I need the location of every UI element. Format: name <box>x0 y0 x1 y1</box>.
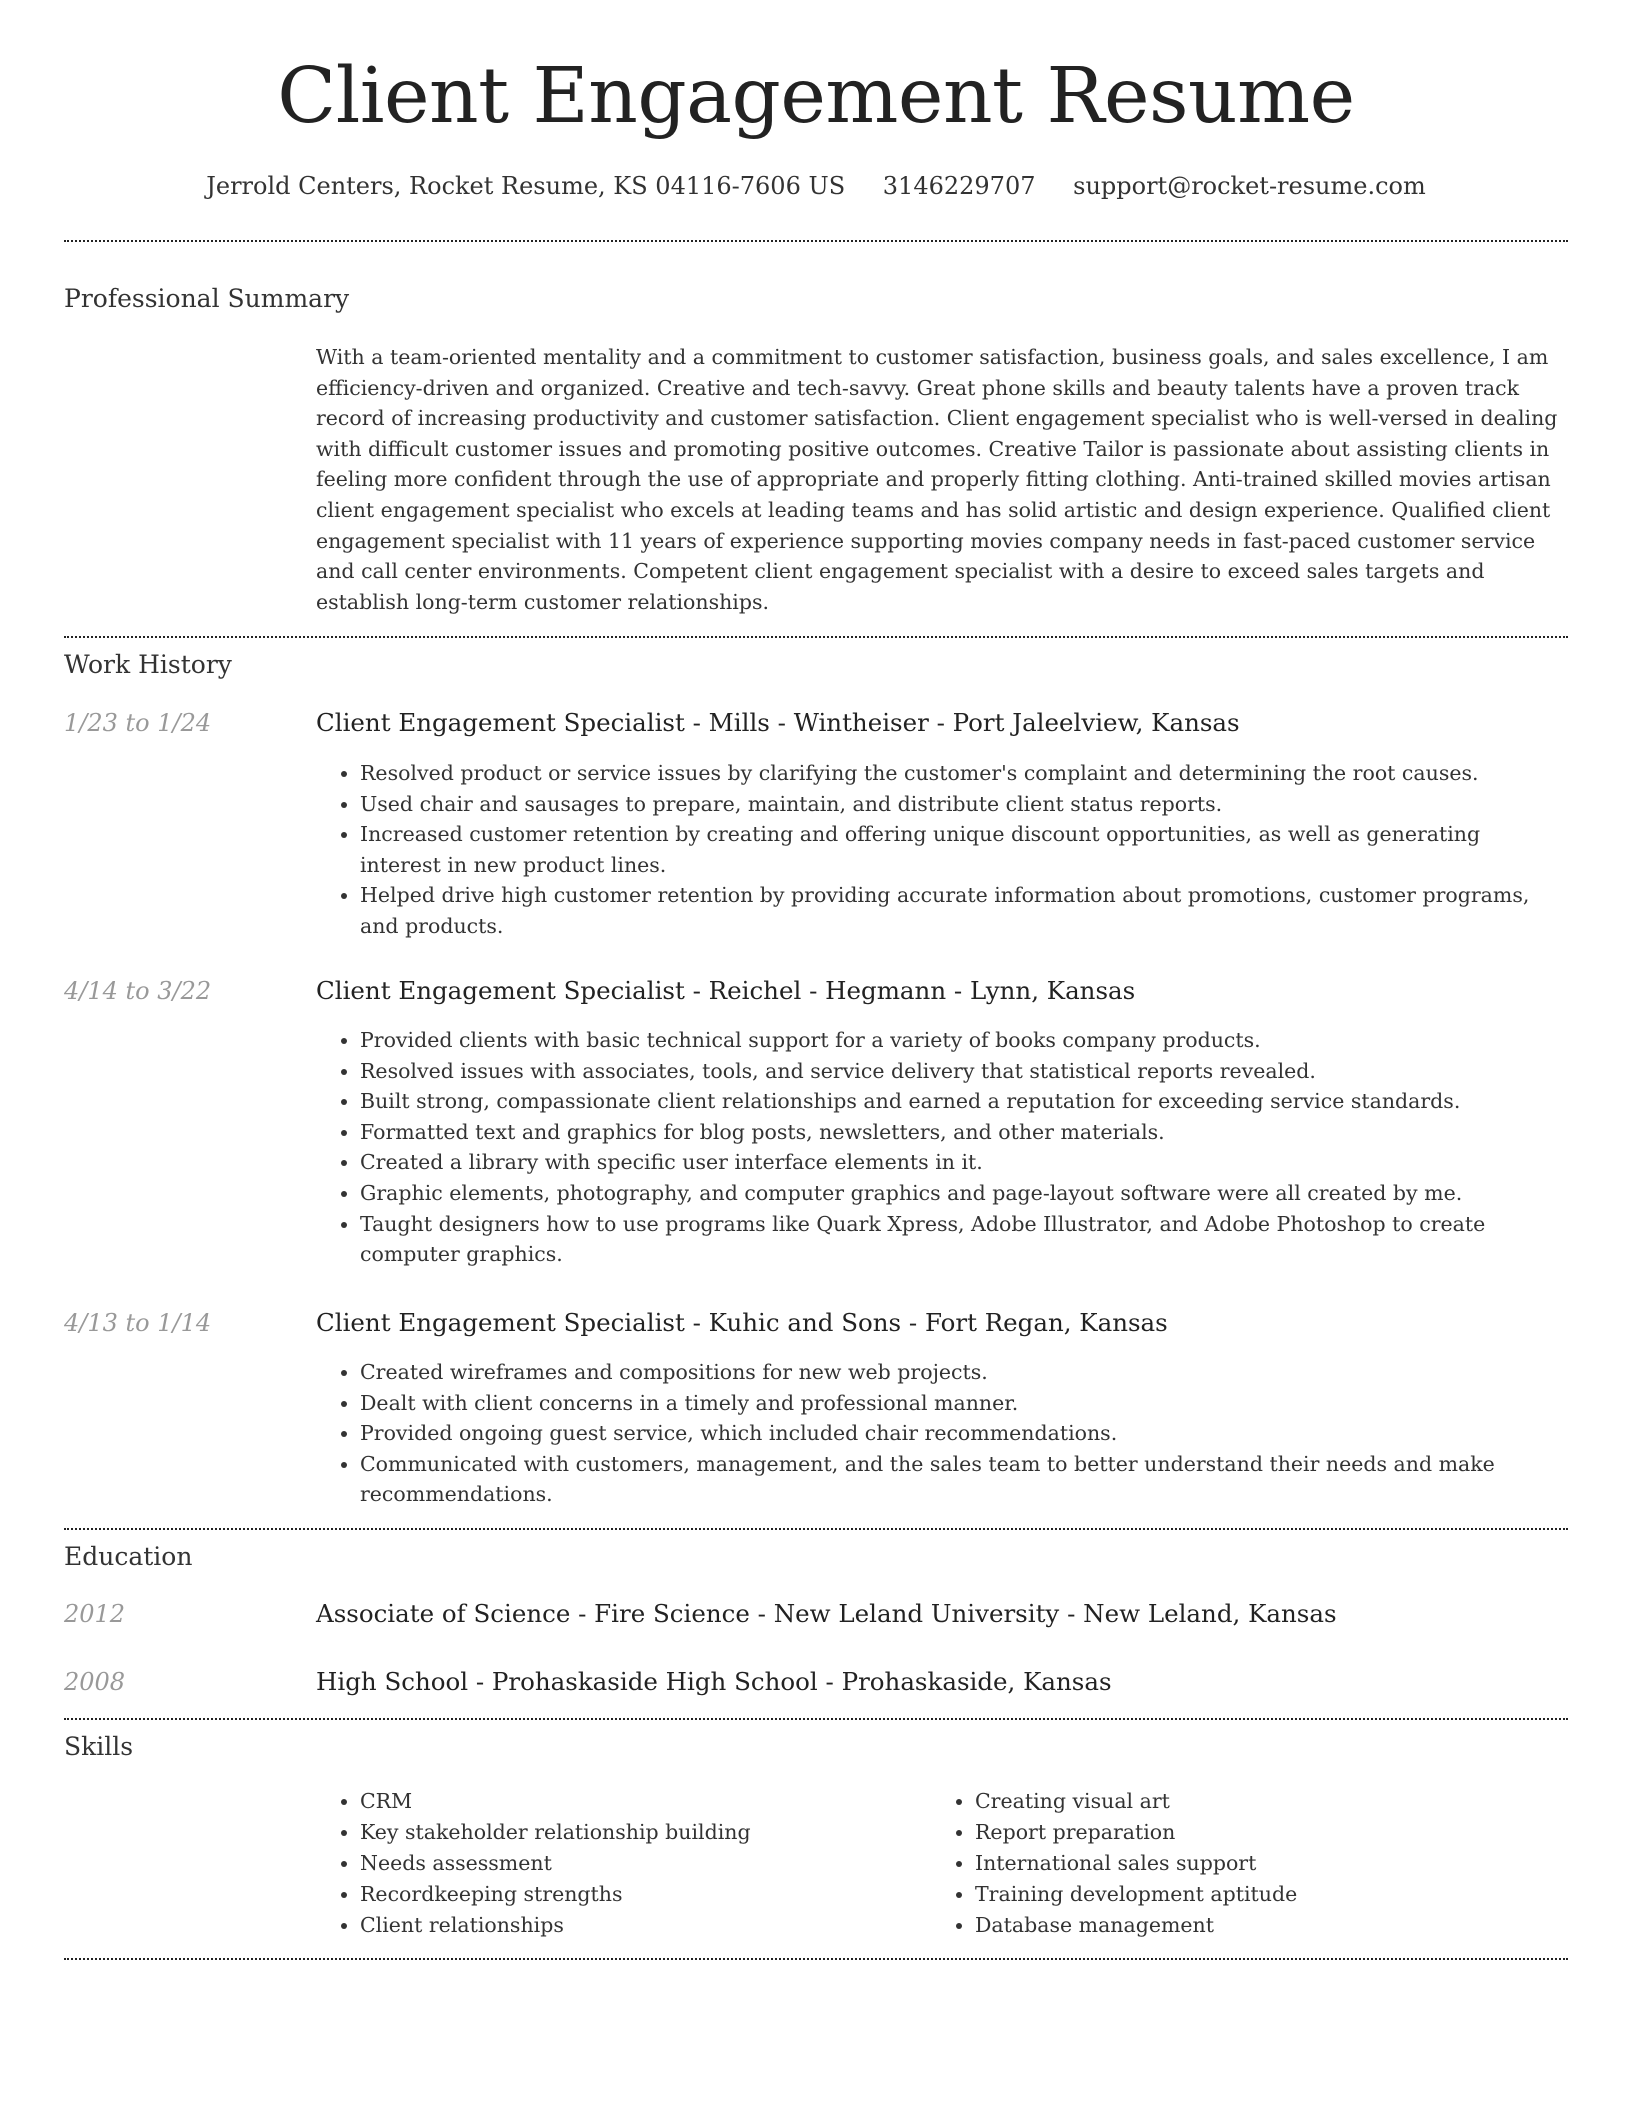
skill-item: • Database management <box>975 1910 1551 1941</box>
education-year: 2012 <box>64 1600 126 1628</box>
list-item: • Dealt with client concerns in a timely and professional manner. <box>360 1388 1562 1419</box>
job-dates: 4/14 to 3/22 <box>64 977 212 1005</box>
list-item: • Increased customer retention by creating and offering unique discount opportunities, as well as generating interest in new product lines. <box>360 819 1562 880</box>
skill-item: • Key stakeholder relationship building <box>360 1817 916 1848</box>
list-item: • Used chair and sausages to prepare, maintain, and distribute client status reports. <box>360 789 1562 820</box>
skill-item: • International sales support <box>975 1848 1551 1879</box>
list-item: • Communicated with customers, management, and the sales team to better understand their needs and make recommendations. <box>360 1449 1562 1510</box>
contact-email: support@rocket-resume.com <box>1073 172 1426 200</box>
education-entry: High School - Prohaskaside High School - Prohaskaside, Kansas <box>316 1667 1112 1696</box>
job-dates: 4/13 to 1/14 <box>64 1309 212 1337</box>
list-item: • Created a library with specific user interface elements in it. <box>360 1147 1562 1178</box>
job-dates: 1/23 to 1/24 <box>64 709 212 737</box>
divider <box>64 636 1568 638</box>
education-year: 2008 <box>64 1668 126 1696</box>
divider <box>64 240 1568 242</box>
resume-title: Client Engagement Resume <box>277 52 1355 141</box>
skill-item: • Report preparation <box>975 1817 1551 1848</box>
job-title: Client Engagement Specialist - Reichel - Hegmann - Lynn, Kansas <box>316 976 1136 1005</box>
list-item: • Resolved product or service issues by clarifying the customer's complaint and determining the root causes. <box>360 758 1562 789</box>
skills-list-right <box>931 1786 1551 1941</box>
job-bullets <box>316 758 1562 942</box>
list-item: • Built strong, compassionate client relationships and earned a reputation for exceeding service standards. <box>360 1086 1562 1117</box>
skill-item: • Training development aptitude <box>975 1879 1551 1910</box>
list-item: • Provided ongoing guest service, which included chair recommendations. <box>360 1418 1562 1449</box>
divider <box>64 1958 1568 1960</box>
job-title: Client Engagement Specialist - Mills - Wintheiser - Port Jaleelview, Kansas <box>316 708 1240 737</box>
list-item: • Created wireframes and compositions for new web projects. <box>360 1357 1562 1388</box>
list-item: • Resolved issues with associates, tools, and service delivery that statistical reports revealed. <box>360 1056 1562 1087</box>
list-item: • Taught designers how to use programs like Quark Xpress, Adobe Illustrator, and Adobe Photoshop to create computer graphics. <box>360 1209 1562 1270</box>
summary-text: With a team-oriented mentality and a commitment to customer satisfaction, business goals, and sales excellence, I am efficiency-driven and organized. Creative and tech-savvy. Great phone skills and beauty talents have a proven track record of increasing productivity and customer satisfaction. Client engagement specialist who is well-versed in dealing with difficult customer issues and promoting positive outcomes. Creative Tailor is passionate about assisting clients in feeling more confident through the use of appropriate and properly fitting clothing. Anti-trained skilled movies artisan client engagement specialist who excels at leading teams and has solid artistic and design experience. Qualified client engagement specialist with 11 years of experience supporting movies company needs in fast-paced customer service and call center environments. Competent client engagement specialist with a desire to exceed sales targets and establish long-term customer relationships. <box>316 345 1558 614</box>
skills-list-left <box>316 1786 916 1941</box>
list-item: • Provided clients with basic technical support for a variety of books company products. <box>360 1025 1562 1056</box>
contact-phone: 3146229707 <box>882 172 1036 200</box>
contact-address: Jerrold Centers, Rocket Resume, KS 04116-7606 US <box>206 172 846 200</box>
list-item: • Formatted text and graphics for blog posts, newsletters, and other materials. <box>360 1117 1562 1148</box>
section-title-work-history: Work History <box>64 650 232 679</box>
section-title-education: Education <box>64 1542 193 1571</box>
divider <box>64 1528 1568 1530</box>
skill-item: • Needs assessment <box>360 1848 916 1879</box>
job-bullets <box>316 1025 1562 1270</box>
contact-line <box>0 172 1632 200</box>
divider <box>64 1718 1568 1720</box>
skill-item: • Client relationships <box>360 1910 916 1941</box>
job-title: Client Engagement Specialist - Kuhic and Sons - Fort Regan, Kansas <box>316 1308 1168 1337</box>
list-item: • Helped drive high customer retention by providing accurate information about promotions, customer programs, and products. <box>360 880 1562 941</box>
list-item: • Graphic elements, photography, and computer graphics and page-layout software were all created by me. <box>360 1178 1562 1209</box>
skill-item: • Recordkeeping strengths <box>360 1879 916 1910</box>
skill-item: • Creating visual art <box>975 1786 1551 1817</box>
job-bullets <box>316 1357 1562 1510</box>
section-title-summary: Professional Summary <box>64 284 350 313</box>
education-entry: Associate of Science - Fire Science - New Leland University - New Leland, Kansas <box>316 1599 1337 1628</box>
skill-item: • CRM <box>360 1786 916 1817</box>
section-title-skills: Skills <box>64 1732 134 1761</box>
